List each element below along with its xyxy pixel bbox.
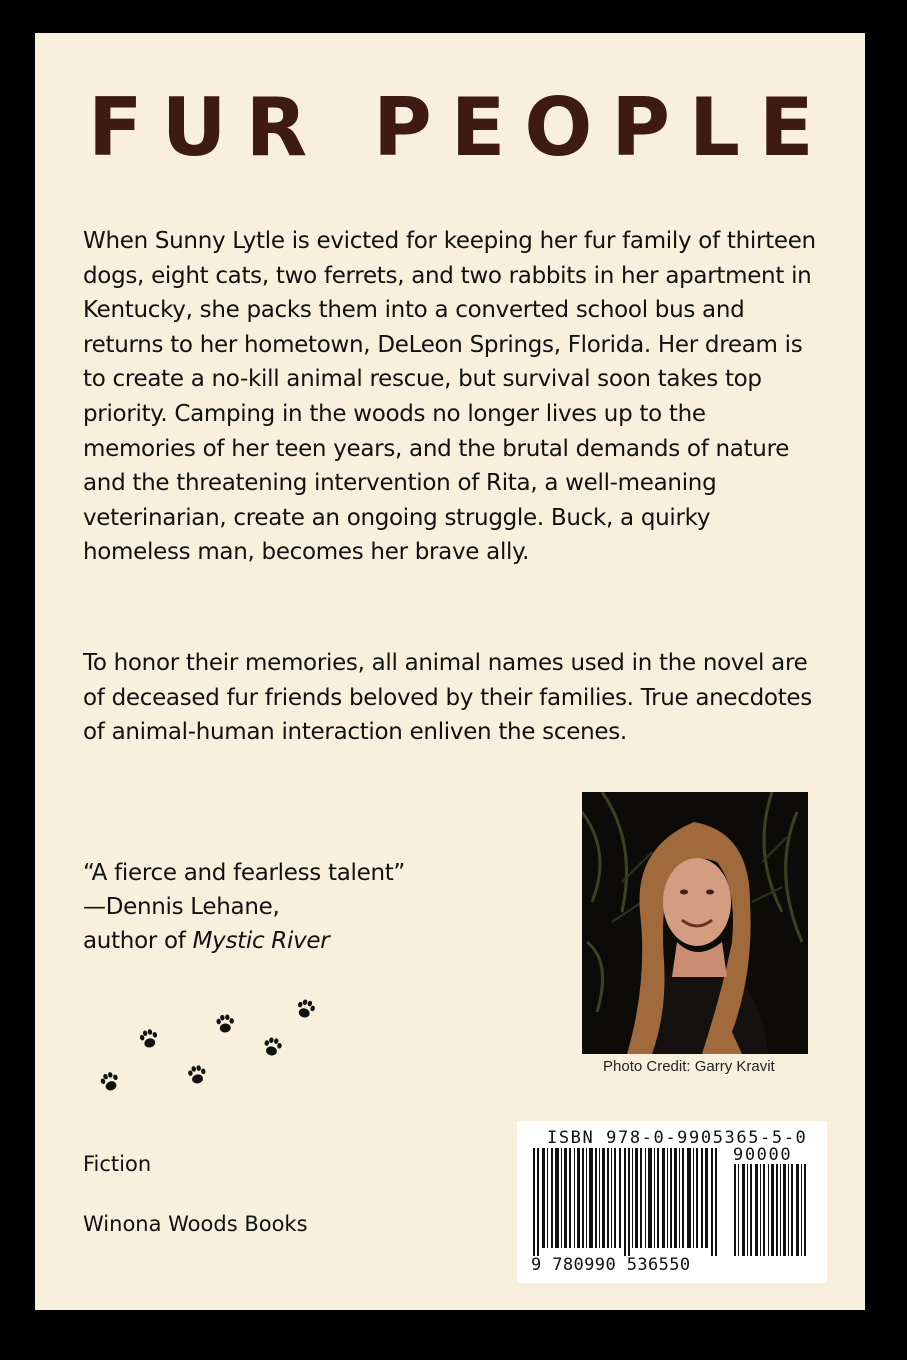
author-photo bbox=[582, 792, 808, 1054]
paw-print-icon bbox=[263, 1036, 283, 1057]
publisher-name: Winona Woods Books bbox=[83, 1212, 308, 1236]
paw-print-icon bbox=[187, 1064, 207, 1085]
genre-label: Fiction bbox=[83, 1152, 152, 1176]
endorsement-quote bbox=[83, 856, 405, 958]
blurb-paragraph-1: When Sunny Lytle is evicted for keeping her fur family of thirteen dogs, eight cats, two ferrets, and two rabbits in her apartment in Kentucky, she packs them into a converted school bus and returns to her hometown, DeLeon Springs, Florida. Her dream is to create a no-kill animal rescue, but survival soon takes top priority. Camping in the woods no longer lives up to the memories of her teen years, and the brutal demands of nature and the threatening intervention of Rita, a well-meaning veterinarian, create an ongoing struggle. Buck, a quirky homeless man, becomes her brave ally. bbox=[83, 228, 816, 566]
paw-print-icon bbox=[216, 1014, 235, 1033]
paw-print-icon bbox=[295, 998, 316, 1020]
photo-credit: Photo Credit: Garry Kravit bbox=[603, 1058, 775, 1075]
quote-source bbox=[83, 924, 405, 958]
quote-attribution: —Dennis Lehane, bbox=[83, 894, 280, 920]
paw-print-icon bbox=[99, 1070, 121, 1093]
ean-digits: 9 780990 536550 bbox=[531, 1255, 691, 1275]
quote-text: “A fierce and fearless talent” bbox=[83, 860, 406, 886]
barcode-block bbox=[517, 1121, 827, 1283]
paw-prints bbox=[85, 990, 345, 1100]
paw-print-icon bbox=[138, 1028, 159, 1050]
isbn-text: ISBN 978-0-9905365-5-0 bbox=[547, 1128, 808, 1148]
quote-source-title: Mystic River bbox=[192, 928, 330, 954]
addon-code: 90000 bbox=[733, 1145, 793, 1165]
book-title: FUR PEOPLE bbox=[88, 81, 833, 174]
blurb-paragraph-2: To honor their memories, all animal names used in the novel are of deceased fur friends beloved by their families. True anecdotes of animal-human interaction enliven the scenes. bbox=[83, 650, 812, 746]
quote-source-prefix: author of bbox=[83, 928, 193, 954]
